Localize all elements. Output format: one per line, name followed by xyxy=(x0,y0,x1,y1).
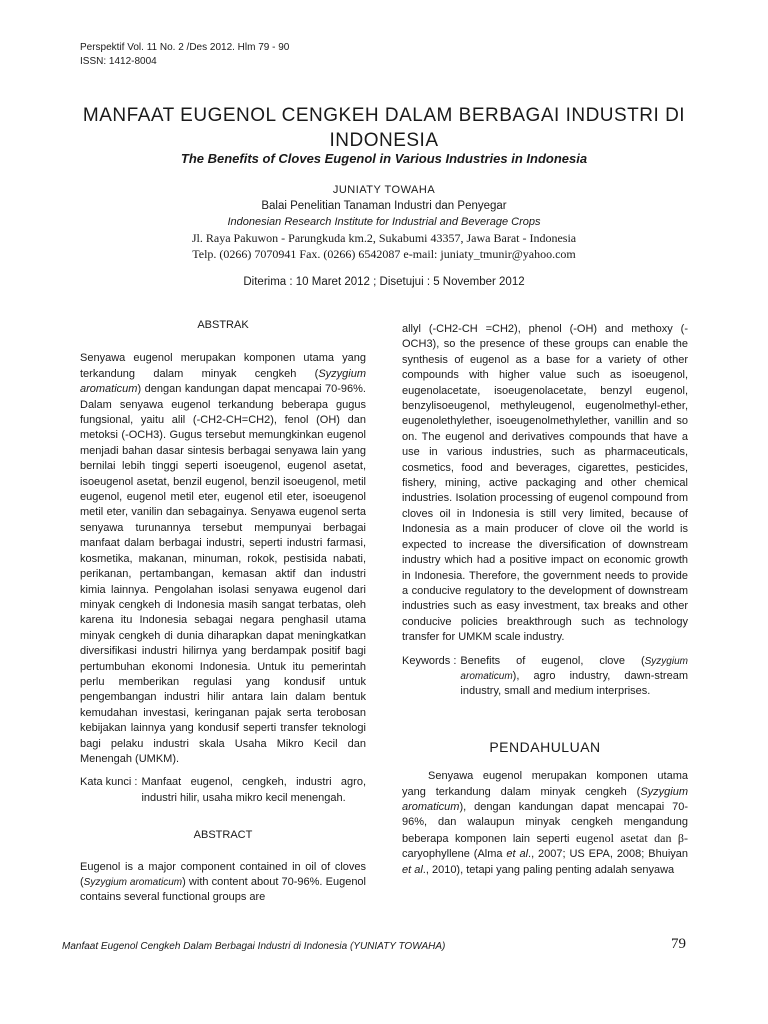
page-number: 79 xyxy=(671,936,686,952)
author-contact: Telp. (0266) 7070941 Fax. (0266) 6542087 e-mail: juniaty_tmunir@yahoo.com xyxy=(192,247,576,261)
journal-citation: Perspektif Vol. 11 No. 2 /Des 2012. Hlm 79 - 90 xyxy=(80,42,290,53)
abstrak-heading: ABSTRAK xyxy=(197,319,249,331)
submission-dates: Diterima : 10 Maret 2012 ; Disetujui : 5 November 2012 xyxy=(243,276,525,288)
author-block xyxy=(60,182,708,262)
keywords xyxy=(402,654,688,700)
journal-issn: ISSN: 1412-8004 xyxy=(80,56,157,67)
abstract-paragraph-continued: allyl (-CH2-CH =CH2), phenol (-OH) and methoxy (-OCH3), so the presence of these groups can enable the synthesis of eugenol as a base for a variety of other compounds with higher value such as isoeugenol, eugenolacetate, isoeugenolacetate, benzyl eugenol, benzylisoeugenol, methyleugenol, eugenolmethyl-ether, eugenolethylether, isoeugenolmethylether, vanillin and so on. The eugenol and derivatives compounds that have a use in various industries, such as pharmaceuticals, cosmetics, food and beverages, cigarettes, pesticides, fishery, mining, active packaging and other chemical industries. Isolation processing of eugenol compound from cloves oil in Indonesia is still very limited, because of Indonesia as a main producer of clove oil the world is expected to increase the diversification of downstream industry which had a positive impact on economic growth in Indonesia. Therefore, the government needs to provide a conducive regulatory to the development of downstream industries such as easy investment, tax breaks and other conducive policies breakthrough such as technology transfer for UMKM scale industry. xyxy=(402,323,688,644)
species-name: Syzygium aromaticum xyxy=(460,655,688,682)
pendahuluan-heading: PENDAHULUAN xyxy=(489,738,601,755)
abstract-paragraph-start: Eugenol is a major component contained in oil of cloves (Syzygium aromaticum) with content about 70-96%. Eugenol contains several functional groups are xyxy=(80,860,366,904)
species-name: Syzygium aromaticum xyxy=(83,877,183,888)
journal-header xyxy=(80,41,289,69)
abstract-heading: ABSTRACT xyxy=(193,829,253,842)
pendahuluan-paragraph: Senyawa eugenol merupakan komponen utama yang terkandung dalam minyak cengkeh (Syzygium aromaticum), dengan kandungan dapat mencapai 70-96%, dan walaupun minyak cengkeh mengandung beberapa komponen lain seperti eugenol asetat dan β-caryophyllene (Alma et al., 2007; US EPA, 2008; Bhuiyan et al., 2010), tetapi yang paling penting adalah senyawa xyxy=(402,770,688,876)
keywords-text: Benefits of eugenol, clove (Syzygium aromaticum), agro industry, dawn-stream industry, small and medium interprises. xyxy=(460,654,688,698)
author-address: Jl. Raya Pakuwon - Parungkuda km.2, Sukabumi 43357, Jawa Barat - Indonesia xyxy=(191,231,577,245)
kata-kunci xyxy=(80,775,366,806)
kata-kunci-label: Kata kunci : xyxy=(80,776,138,789)
abstrak-paragraph: Senyawa eugenol merupakan komponen utama yang terkandung dalam minyak cengkeh (Syzygium aromaticum) dengan kandungan dapat mencapai 70-96%. Dalam senyawa eugenol terkandung beberapa gugus fungsional, yaitu alil (-CH2-CH=CH2), fenol (OH) dan metoksi (-OCH3). Gugus tersebut memungkinkan eugenol menjadi bahan dasar sintesis berbagai senyawa lain yang bernilai lebih tinggi seperti isoeugenol, eugenol asetat, isoeugenol asetat, benzil eugenol, benzil isoeugenol, metil eugenol, eugenol metil eter, eugenol etil eter, isoeugenol metil eter, vanilin dan sebagainya. Senyawa eugenol serta senyawa turunannya tersebut mempunyai berbagai manfaat dalam berbagai industri, seperti industri farmasi, kosmetika, makanan, minuman, rokok, pestisida nabati, perikanan, pertambangan, kemasan aktif dan industri kimia lainnya. Pengolahan isolasi senyawa eugenol dari minyak cengkeh di Indonesia masih sangat terbatas, oleh karena itu Indonesia sebagai negara penghasil utama minyak cengkeh di dunia diharapkan dapat meningkatkan diversifikasi industri hilirnya yang berdampak positif bagi pertumbuhan ekonomi Indonesia. Untuk itu pemerintah perlu memberikan regulasi yang kondusif untuk pengembangan industri hilir antara lain dalam bentuk kemudahan investasi, keringanan pajak serta terobosan kebijakan lainnya yang kondusif seperti transfer teknologi bagi pelaku industri skala Usaha Mikro Kecil dan Menengah (UMKM). xyxy=(80,352,366,765)
article-title: MANFAAT EUGENOL CENGKEH DALAM BERBAGAI INDUSTRI DI INDONESIA xyxy=(82,105,686,151)
running-footer-title: Manfaat Eugenol Cengkeh Dalam Berbagai Industri di Indonesia (YUNIATY TOWAHA) xyxy=(62,941,446,952)
author-institution-english: Indonesian Research Institute for Industrial and Beverage Crops xyxy=(227,216,541,228)
species-name: Syzygium aromaticum xyxy=(402,785,688,813)
author-institution: Balai Penelitian Tanaman Industri dan Penyegar xyxy=(261,200,507,212)
left-column xyxy=(80,318,366,906)
keywords-label: Keywords : xyxy=(402,654,457,667)
species-name: Syzygium aromaticum xyxy=(80,367,366,396)
author-name: JUNIATY TOWAHA xyxy=(332,184,436,196)
kata-kunci-text: Manfaat eugenol, cengkeh, industri agro, industri hilir, usaha mikro kecil menengah. xyxy=(141,776,366,804)
right-column xyxy=(402,322,688,878)
article-subtitle: The Benefits of Cloves Eugenol in Various Industries in Indonesia xyxy=(180,151,588,166)
